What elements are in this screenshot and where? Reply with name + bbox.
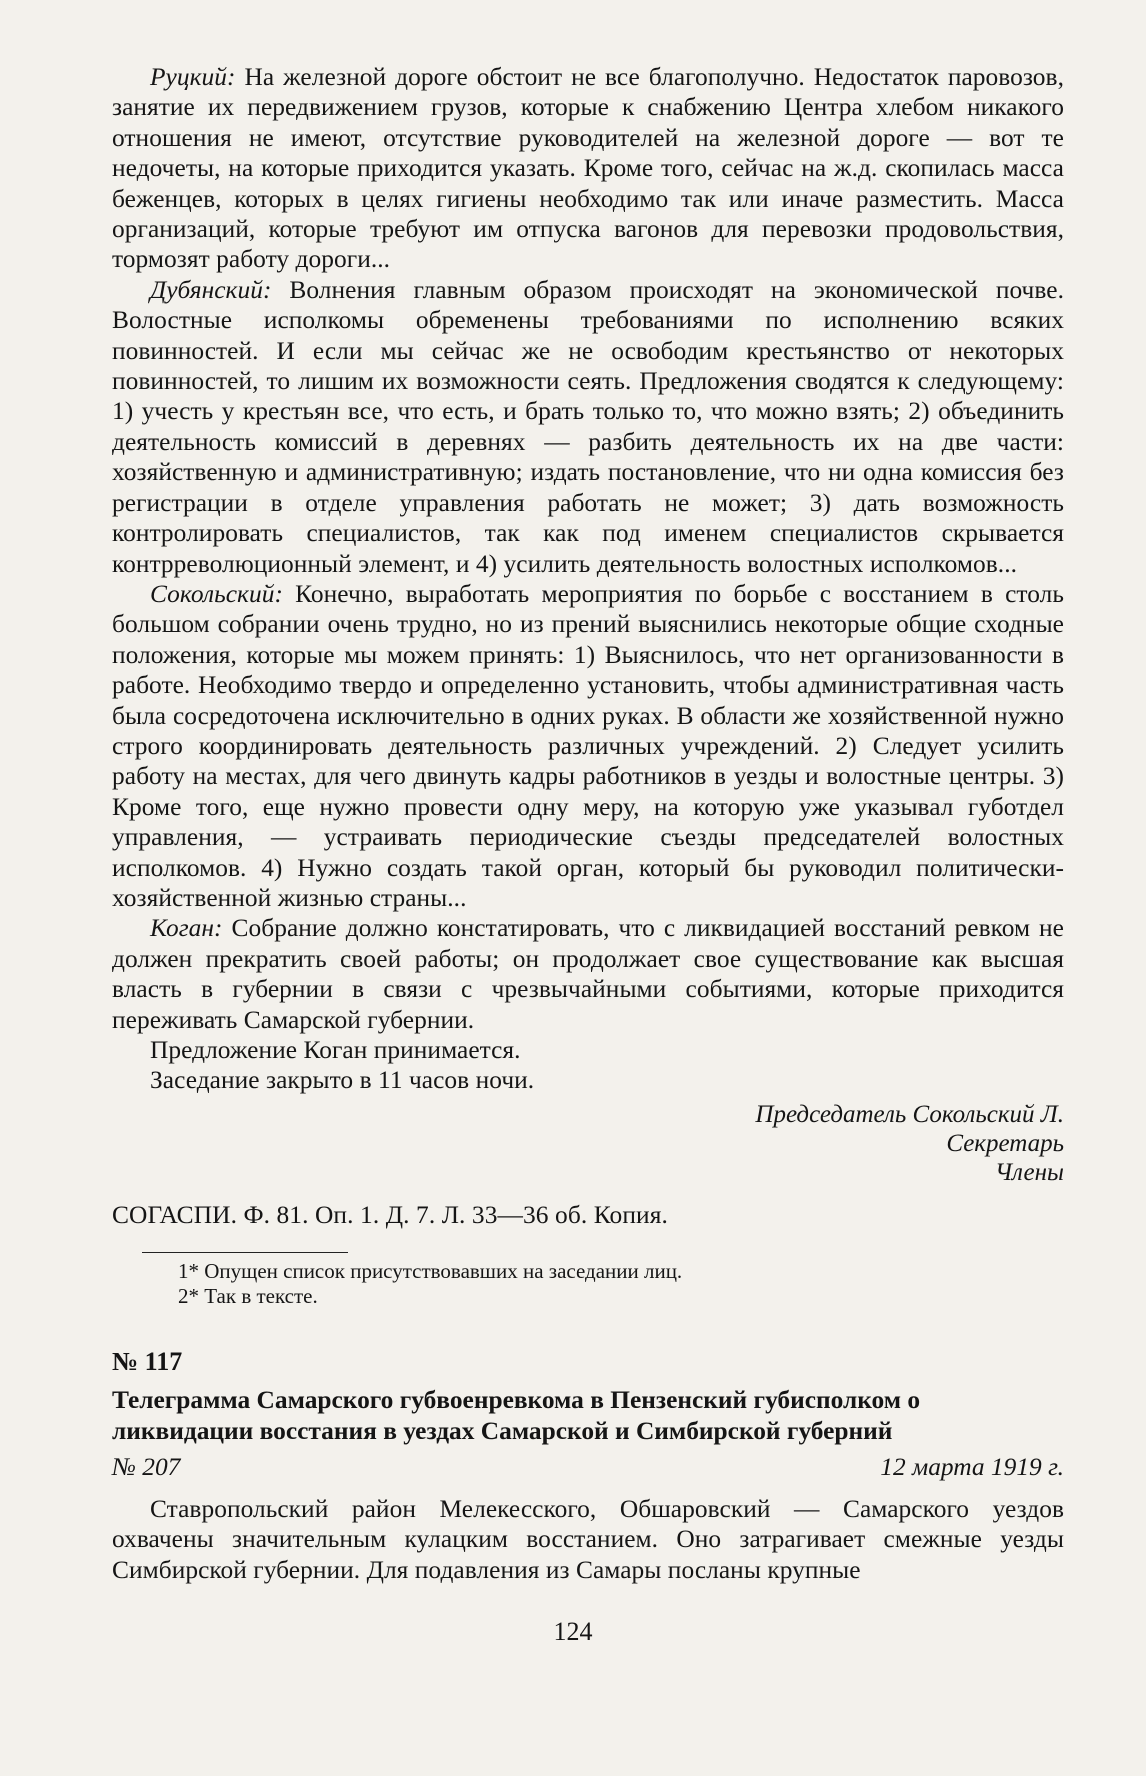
paragraph: [112, 579, 1064, 913]
speech-text: Волнения главным образом происходят на экономической почве. Волостные исполкомы обременены требованиями по исполнению всяких повинностей. И если мы сейчас же не освободим крестьянство от некоторых повинностей, то лишим их возможности сеять. Предложения сводятся к следующему: 1) учесть у крестьян все, что есть, и брать только то, что можно взять; 2) объединить деятельность комиссий в деревнях — разбить деятельность их на две части: хозяйственную и административную; издать постановление, что ни одна комиссия без регистрации в отделе управления работать не может; 3) дать возможность контролировать специалистов, так как под именем специалистов скрывается контрреволюционный элемент, и 4) усилить деятельность волостных исполкомов...: [112, 275, 1064, 578]
paragraph: Ставропольский район Мелекесского, Обшаровский — Самарского уездов охвачены значительным кулацким восстанием. Оно затрагивает смежные уезды Симбирской губернии. Для подавления из Самары посланы крупные: [112, 1494, 1064, 1584]
document-title: Телеграмма Самарского губвоенревкома в Пензенский губисполком о ликвидации восстания в уездах Самарской и Симбирской губерний: [112, 1385, 921, 1445]
paragraph: [112, 1065, 1064, 1095]
speaker-name: Сокольский:: [150, 579, 283, 608]
speaker-name: Руцкий:: [150, 63, 236, 91]
paragraph: [112, 1035, 1064, 1065]
footnote: 1* Опущен список присутствовавших на заседании лиц.: [178, 1258, 683, 1283]
telegram-body: [112, 1494, 1064, 1585]
speech-text: Конечно, выработать мероприятия по борьбе с восстанием в столь большом собрании очень трудно, но из прений выяснились некоторые общие сходные положения, которые мы можем принять: 1) Выяснилось, что нет организованности в работе. Необходимо твердо и определенно установить, чтобы административная часть была сосредоточена исключительно в одних руках. В области же хозяйственной нужно строго координировать деятельность различных учреждений. 2) Следует усилить работу на местах, для чего двинуть кадры работников в уезды и волостные центры. 3) Кроме того, еще нужно провести одну меру, на которую уже указывал губотдел управления, — устраивать периодические съезды председателей волостных исполкомов. 4) Нужно создать такой орган, который бы руководил политически-хозяйственной жизнью страны...: [112, 579, 1064, 912]
speech-text: Предложение Коган принимается.: [150, 1036, 521, 1064]
transcript-body: [112, 62, 1064, 1096]
paragraph: [112, 913, 1064, 1035]
footnote-divider: [142, 1252, 348, 1253]
document-number: № 117: [112, 1346, 183, 1376]
document-meta: [112, 1453, 1064, 1482]
page-number: 124: [553, 1617, 593, 1646]
paragraph: [112, 275, 1064, 579]
speech-text: На железной дороге обстоит не все благополучно. Недостаток паровозов, занятие их передвижением грузов, которые к снабжению Центра хлебом никакого отношения не имеют, отсутствие руководителей на железной дороге — вот те недочеты, на которые приходится указать. Кроме того, сейчас на ж.д. скопилась масса беженцев, которых в целях гигиены необходимо так или иначе разместить. Масса организаций, которые требуют им отпуска вагонов для перевозки продовольствия, тормозят работу дороги...: [112, 63, 1064, 274]
signature-secretary: Секретарь: [946, 1129, 1064, 1157]
document-date: 12 марта 1919 г.: [880, 1452, 1064, 1481]
speech-text: Заседание закрыто в 11 часов ночи.: [150, 1066, 535, 1095]
paragraph: [112, 62, 1064, 275]
speech-text: Собрание должно констатировать, что с ликвидацией восстаний ревком не должен прекратить своей работы; он продолжает свое существование как высшая власть в губернии в связи с чрезвычайными событиями, которые приходится переживать Самарской губернии.: [112, 914, 1064, 1034]
reference-number: № 207: [112, 1452, 181, 1481]
speaker-name: Дубянский:: [150, 275, 272, 304]
signature-chairman: Председатель Сокольский Л.: [755, 1100, 1064, 1128]
signature-members: Члены: [994, 1158, 1064, 1186]
footnotes: [178, 1259, 1064, 1309]
footnote: 2* Так в тексте.: [178, 1283, 318, 1308]
signature-block: [112, 1100, 1064, 1187]
speaker-name: Коган:: [150, 914, 223, 943]
archive-reference: СОГАСПИ. Ф. 81. Оп. 1. Д. 7. Л. 33—36 об. Копия.: [112, 1200, 668, 1229]
